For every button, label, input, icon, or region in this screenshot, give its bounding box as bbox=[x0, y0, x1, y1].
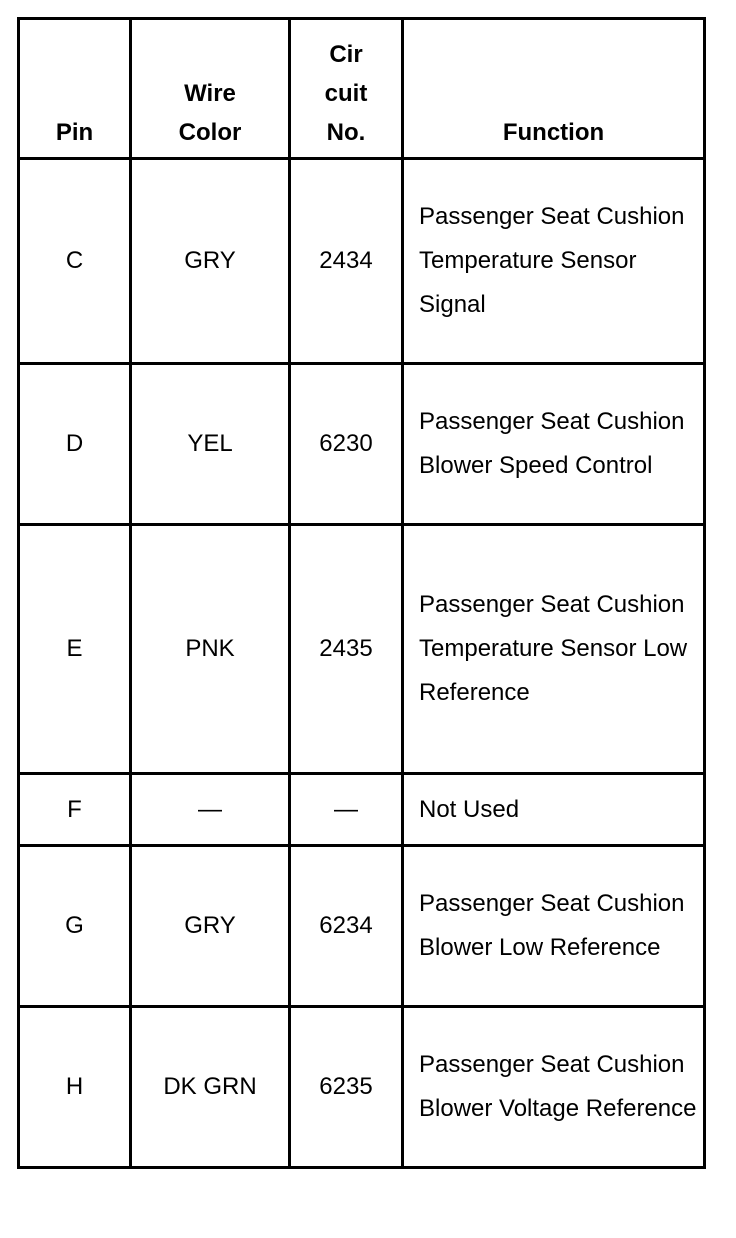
table-row bbox=[19, 364, 705, 525]
wire-color-cell: — bbox=[131, 774, 290, 846]
function-cell: Passenger Seat Cushion Blower Low Reference bbox=[403, 846, 705, 1007]
header-circuit-no: Cir cuit No. bbox=[290, 19, 403, 159]
circuit-no-cell: — bbox=[290, 774, 403, 846]
pin-cell: H bbox=[19, 1007, 131, 1168]
function-cell: Passenger Seat Cushion Blower Speed Control bbox=[403, 364, 705, 525]
header-function: Function bbox=[403, 19, 705, 159]
header-pin: Pin bbox=[19, 19, 131, 159]
wire-color-cell: YEL bbox=[131, 364, 290, 525]
wire-color-cell: GRY bbox=[131, 159, 290, 364]
wire-color-cell: GRY bbox=[131, 846, 290, 1007]
header-row bbox=[19, 19, 705, 159]
wire-color-cell: DK GRN bbox=[131, 1007, 290, 1168]
circuit-no-cell: 6234 bbox=[290, 846, 403, 1007]
circuit-no-cell: 2434 bbox=[290, 159, 403, 364]
pin-table bbox=[17, 17, 706, 1169]
circuit-no-cell: 6235 bbox=[290, 1007, 403, 1168]
function-cell: Not Used bbox=[403, 774, 705, 846]
pin-cell: F bbox=[19, 774, 131, 846]
pin-cell: D bbox=[19, 364, 131, 525]
function-cell: Passenger Seat Cushion Temperature Sensor Low Reference bbox=[403, 525, 705, 774]
table-row bbox=[19, 1007, 705, 1168]
table-row bbox=[19, 774, 705, 846]
function-cell: Passenger Seat Cushion Temperature Sensor Signal bbox=[403, 159, 705, 364]
table-row bbox=[19, 159, 705, 364]
circuit-no-cell: 6230 bbox=[290, 364, 403, 525]
pin-cell: G bbox=[19, 846, 131, 1007]
pin-cell: E bbox=[19, 525, 131, 774]
table-row bbox=[19, 525, 705, 774]
header-wire-color: Wire Color bbox=[131, 19, 290, 159]
table-row bbox=[19, 846, 705, 1007]
wire-color-cell: PNK bbox=[131, 525, 290, 774]
pin-cell: C bbox=[19, 159, 131, 364]
circuit-no-cell: 2435 bbox=[290, 525, 403, 774]
function-cell: Passenger Seat Cushion Blower Voltage Reference bbox=[403, 1007, 705, 1168]
